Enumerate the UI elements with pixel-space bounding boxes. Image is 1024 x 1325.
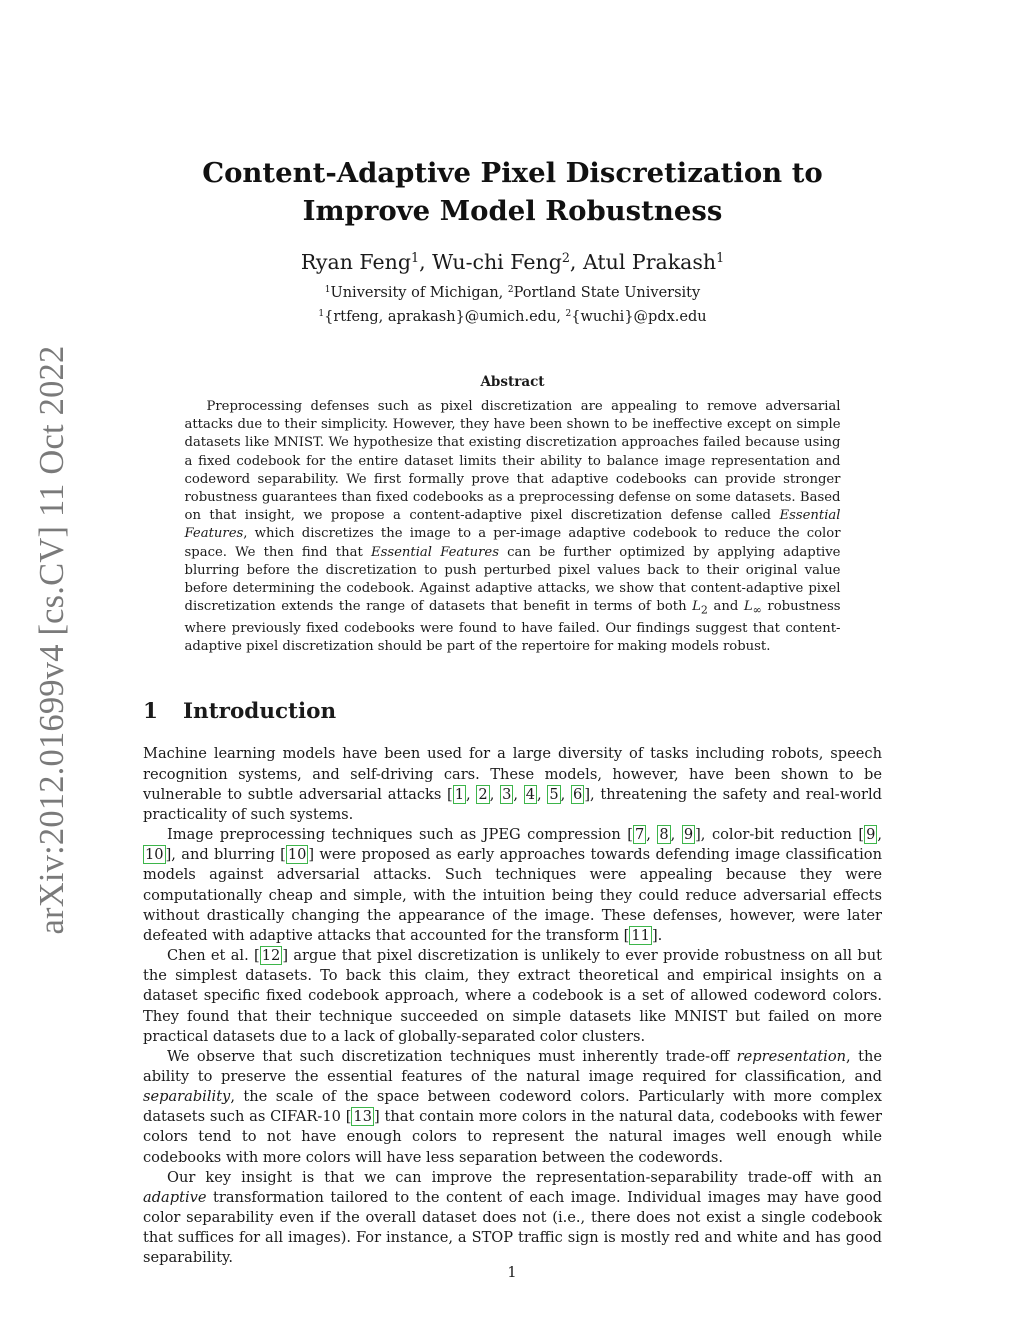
paragraph: Chen et al. [ 12 ] argue that pixel discretization is unlikely to ever provide robustness on all but the simplest datasets. To back this claim, they extract theoretical and empirical insights on a dataset specific fixed codebook approach, where a codebook is a set of allowed codeword colors. They found that their technique succeeded on simple datasets like MNIST but failed on more practical datasets due to a lack of globally-separated color clusters. [143, 947, 882, 1045]
citation-link[interactable]: 1 [454, 785, 465, 803]
section-title: Introduction [183, 699, 337, 725]
author-affil-mark: 2 [561, 250, 570, 266]
affiliation: University of Michigan [330, 285, 499, 301]
author-affil-mark: 1 [410, 250, 420, 266]
section-body [143, 744, 882, 1268]
citation-link[interactable]: 2 [478, 785, 488, 803]
citation-link[interactable]: 5 [549, 785, 559, 803]
email: {wuchi}@pdx.edu [571, 309, 707, 325]
citation-link[interactable]: 4 [525, 785, 536, 803]
paragraph: We observe that such discretization techniques must inherently trade-off representation, the ability to preserve the essential features of the natural image required for classification, and separability, the scale of the space between codeword colors. Particularly with more complex datasets such as CIFAR-10 [ 13 ] that contain more colors in the natural data, codebooks with fewer colors tend to not have enough colors to represent the natural images well enough while codebooks with more colors will have less separation between the codewords. [143, 1047, 883, 1166]
author-name: Wu-chi Feng [432, 250, 562, 274]
author-list: Ryan Feng$^1$, Wu-chi Feng$^2$, Atul Prakash$^1$ [300, 250, 725, 274]
affiliation: Portland State University [513, 285, 701, 301]
citation-link[interactable]: 9 [683, 826, 694, 844]
author-emails: $^1${rtfeng, aprakash}@umich.edu, $^2${wuchi}@pdx.edu [318, 309, 707, 325]
abstract-heading: Abstract [480, 374, 545, 390]
email-mark: 2 [565, 309, 572, 320]
method-name: Essential Features [370, 544, 499, 560]
method-name: Essential Features [184, 508, 841, 542]
citation-link[interactable]: 6 [573, 785, 583, 803]
affiliations: $^1$University of Michigan, $^2$Portland State University [324, 285, 701, 301]
arxiv-sidebar-stamp: arXiv:2012.01699v4 [cs.CV] 11 Oct 2022 [32, 345, 71, 935]
citation-link[interactable]: 7 [634, 826, 645, 844]
citation-link[interactable]: 9 [866, 826, 876, 844]
paper-page [143, 150, 882, 1269]
citation-link[interactable]: 10 [287, 846, 307, 864]
page-number: 1 [507, 1265, 517, 1281]
citation-link[interactable]: 8 [659, 826, 669, 844]
author-name: Atul Prakash [582, 250, 717, 274]
author-affil-mark: 1 [716, 250, 725, 266]
section-heading [143, 698, 882, 726]
paragraph: Machine learning models have been used for a large diversity of tasks including robots, speech recognition systems, and self-driving cars. These models, however, have been shown to be vulnerable to subtle adversarial attacks [ 1 , 2 , 3 , 4 , 5 , 6 ], threatening the safety and real-world practicality of such systems. [143, 745, 882, 823]
citation-link[interactable]: 10 [145, 846, 164, 864]
paragraph: Image preprocessing techniques such as JPEG compression [ 7 , 8 , 9 ], color-bit reduction [ 9 , 10 ], and blurring [ 10 ] were proposed as early approaches towards defending image classification models against adversarial attacks. Such techniques were appealing because they were computationally cheap and simple, with the intuition being they could reduce adversarial effects without drastically changing the appearance of the image. These defenses, however, were later defeated with adaptive attacks that accounted for the transform [ 11 ]. [143, 826, 882, 944]
paper-title: Content-Adaptive Pixel Discretization to Improve Model Robustness [202, 157, 823, 227]
abstract-text: Preprocessing defenses such as pixel discretization are appealing to remove adversarial attacks due to their simplicity. However, they have been shown to be ineffective except on simple datasets like MNIST. We hypothesize that existing discretization approaches failed because using a fixed codebook for the entire dataset limits their ability to balance image representation and codeword separability. We first formally prove that adaptive codebooks can provide stronger robustness guarantees than fixed codebooks as a preprocessing defense on some datasets. Based on that insight, we propose a content-adaptive pixel discretization defense called Essential Features, which discretizes the image to a per-image adaptive codebook to reduce the color space. We then find that Essential Features can be further optimized by applying adaptive blurring before the discretization to push perturbed pixel values back to their original value before determining the codebook. Against adaptive attacks, we show that content-adaptive pixel discretization extends the range of datasets that benefit in terms of both $L_2$ and $L_\infty$ robustness where previously fixed codebooks were found to have failed. Our findings suggest that content-adaptive pixel discretization should be part of the repertoire for making models robust. [184, 399, 841, 655]
email: {rtfeng, aprakash}@umich.edu [324, 309, 557, 325]
affil-mark: 2 [507, 285, 514, 296]
section-number: 1 [143, 699, 158, 725]
author-name: Ryan Feng [300, 250, 411, 274]
affil-mark: 1 [324, 285, 331, 296]
citation-link[interactable]: 12 [261, 947, 281, 965]
email-mark: 1 [318, 309, 325, 320]
citation-link[interactable]: 3 [502, 785, 512, 803]
paragraph: Our key insight is that we can improve the representation-separability trade-off with an adaptive transformation tailored to the content of each image. Individual images may have good color separability even if the overall dataset does not (i.e., there does not exist a single codebook that suffices for all images). For instance, a STOP traffic sign is mostly red and white and has good separability. [143, 1168, 882, 1267]
citation-link[interactable]: 11 [631, 926, 650, 944]
citation-link[interactable]: 13 [353, 1108, 372, 1126]
